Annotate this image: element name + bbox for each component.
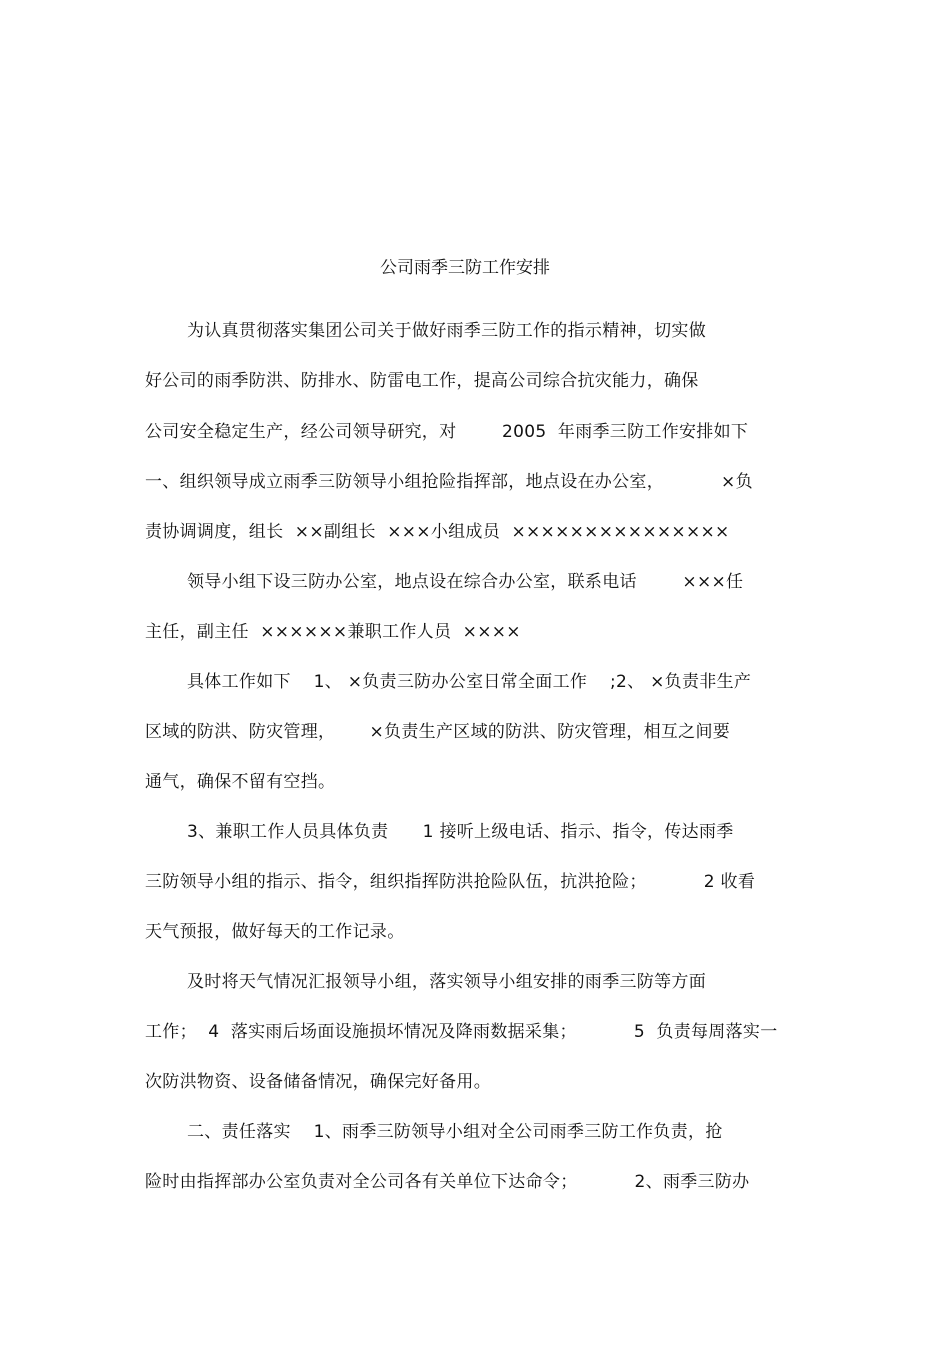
paragraph-line: 具体工作如下 1、 ×负责三防办公室日常全面工作 ;2、 ×负责非生产 [187,672,752,692]
paragraph-line: 三防领导小组的指示、指令，组织指挥防洪抢险队伍，抗洪抢险； 2 收看 [145,872,756,892]
paragraph-line: 主任，副主任 ××××××兼职工作人员 ×××× [145,622,521,642]
document-title: 公司雨季三防工作安排 [380,258,550,278]
paragraph-line: 次防洪物资、设备储备情况，确保完好备用。 [145,1072,491,1092]
paragraph-line: 责协调调度，组长 ××副组长 ×××小组成员 ××××××××××××××× [145,522,730,542]
paragraph-line: 好公司的雨季防洪、防排水、防雷电工作，提高公司综合抗灾能力，确保 [145,371,699,391]
paragraph-line: 及时将天气情况汇报领导小组，落实领导小组安排的雨季三防等方面 [187,972,706,992]
paragraph-line: 二、责任落实 1、雨季三防领导小组对全公司雨季三防工作负责，抢 [187,1122,723,1142]
paragraph-line: 公司安全稳定生产，经公司领导研究，对 2005 年雨季三防工作安排如下 [145,422,749,442]
paragraph-line: 险时由指挥部办公室负责对全公司各有关单位下达命令； 2、雨季三防办 [145,1172,750,1192]
paragraph-line: 为认真贯彻落实集团公司关于做好雨季三防工作的指示精神，切实做 [187,321,706,341]
paragraph-line: 领导小组下设三防办公室，地点设在综合办公室，联系电话 ×××任 [187,572,744,592]
paragraph-line: 区域的防洪、防灾管理， ×负责生产区域的防洪、防灾管理，相互之间要 [145,722,731,742]
paragraph-line: 通气，确保不留有空挡。 [145,772,336,792]
paragraph-line: 工作； 4 落实雨后场面设施损坏情况及降雨数据采集； 5 负责每周落实一 [145,1022,778,1042]
paragraph-line: 一、组织领导成立雨季三防领导小组抢险指挥部，地点设在办公室， ×负 [145,472,753,492]
paragraph-line: 天气预报，做好每天的工作记录。 [145,922,405,942]
paragraph-line: 3、兼职工作人员具体负责 1 接听上级电话、指示、指令，传达雨季 [187,822,734,842]
